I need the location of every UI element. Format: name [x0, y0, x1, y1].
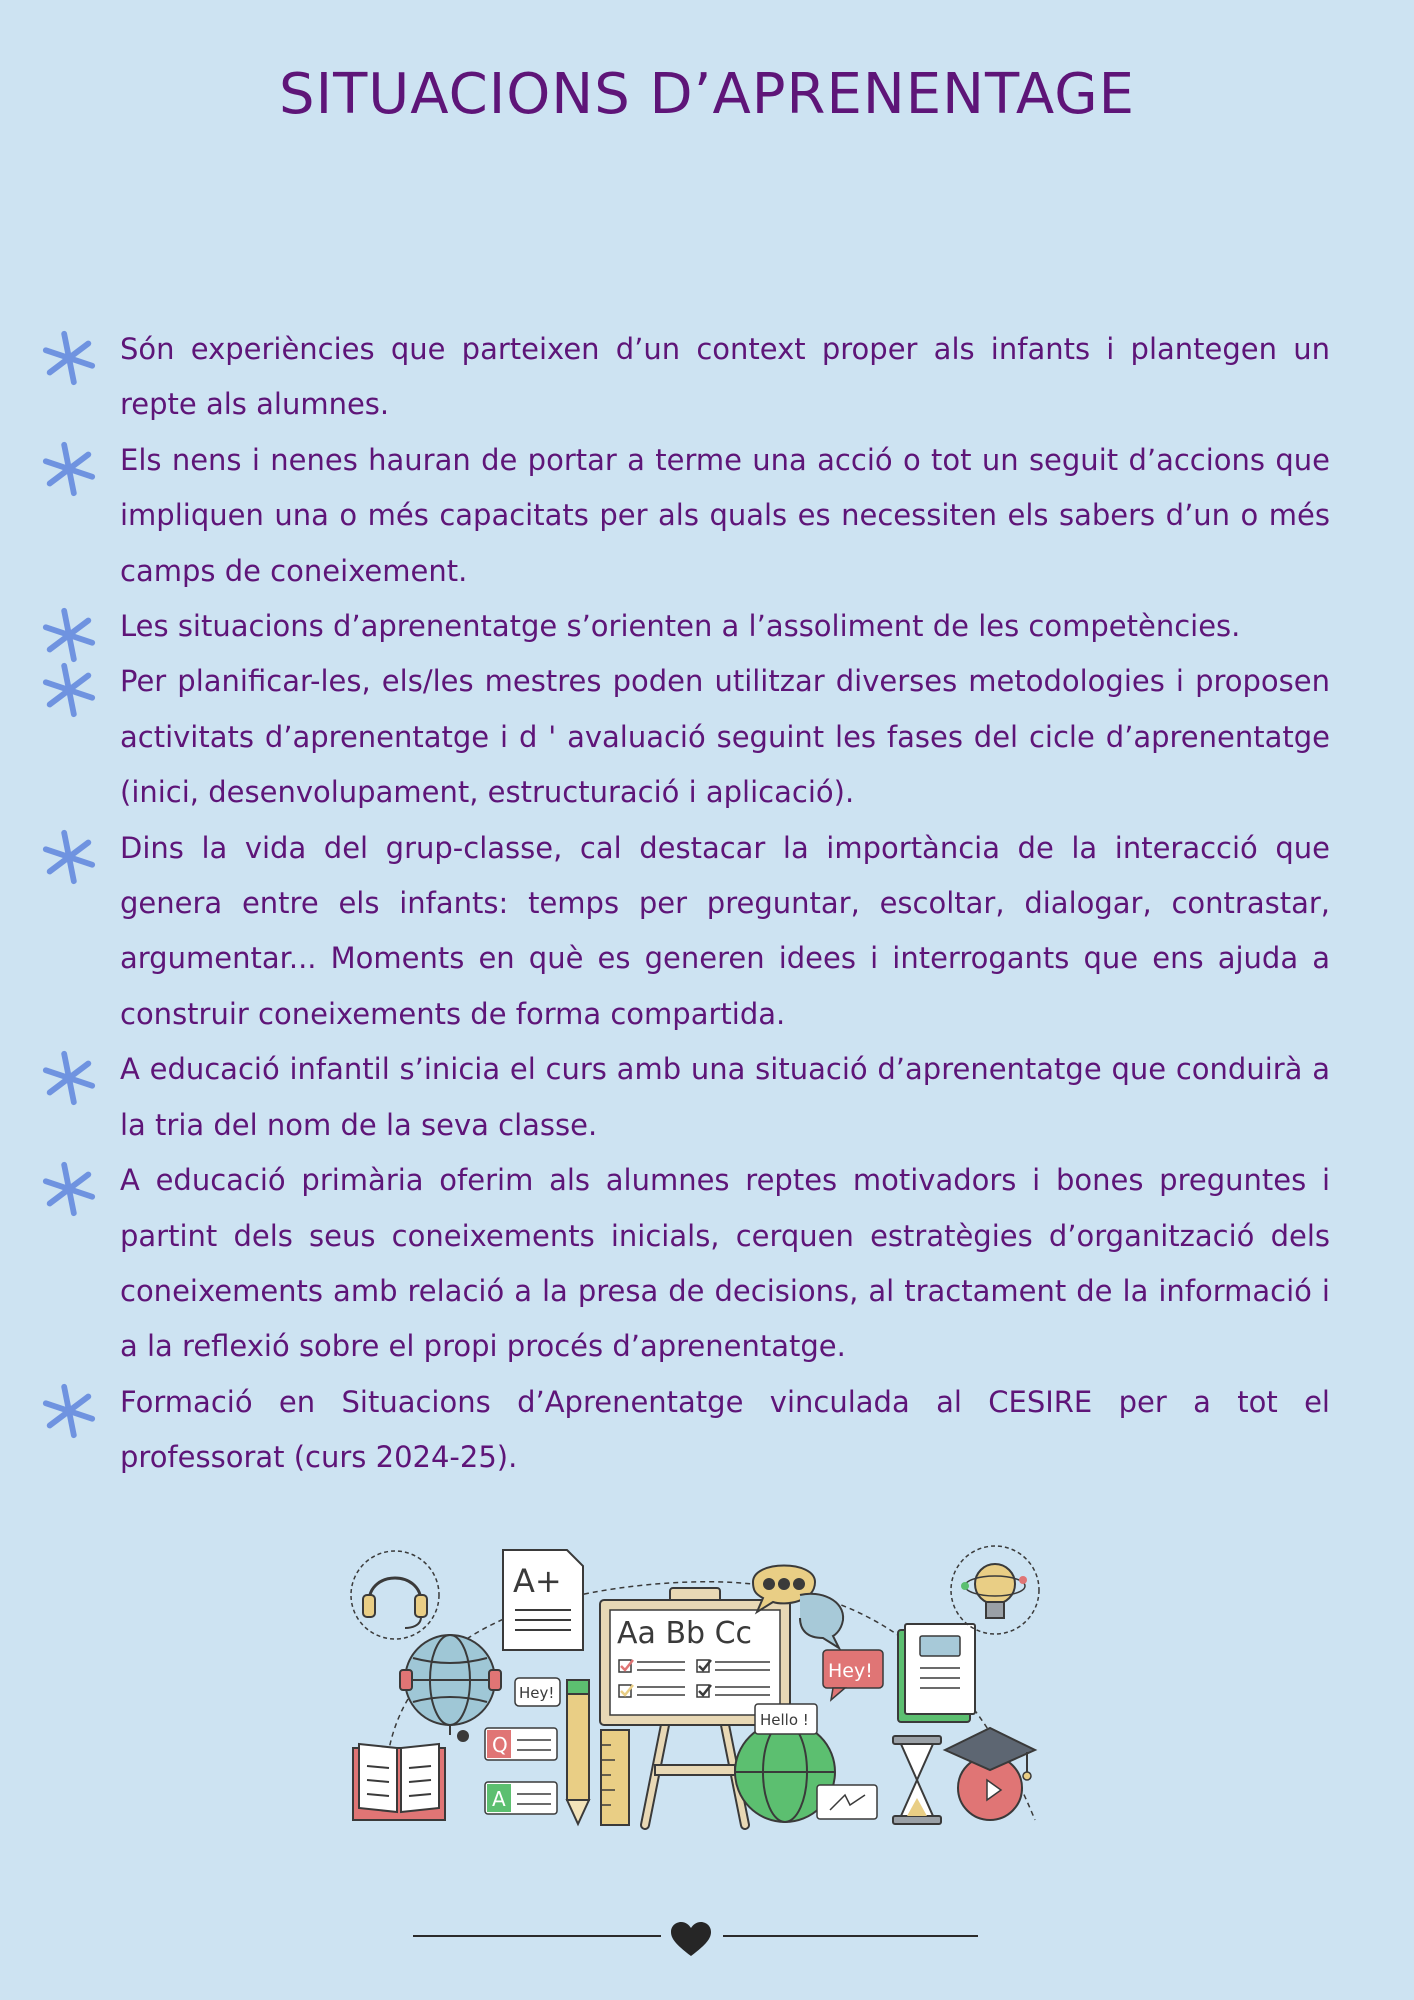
quiz-cards-icon [485, 1728, 557, 1814]
pencil-icon [567, 1680, 589, 1824]
hello-bubble-icon [755, 1704, 817, 1734]
grade-text: A+ [513, 1562, 562, 1600]
list-item [40, 1042, 1330, 1153]
list-item [40, 599, 1330, 654]
hello-text: Hello ! [760, 1711, 809, 1729]
star-bullet-icon [40, 1160, 98, 1218]
heart-icon [671, 1922, 711, 1956]
heart-divider [413, 1920, 978, 1960]
green-globe-icon [735, 1722, 877, 1822]
open-book-icon [353, 1744, 445, 1820]
bullet-text: A educació primària oferim als alumnes reptes motivadors i bones preguntes i partint dels seus coneixements inicials, cerquen estratègies d’organització dels coneixements amb relació a la presa de decisions, al tractament de la informació i a la reflexió sobre el propi procés d’aprenentatge. [120, 1163, 1330, 1364]
bullet-text: Per planificar-les, els/les mestres poden utilitzar diverses metodologies i proposen activitats d’aprenentatge i d ' avaluació seguint les fases del cicle d’aprenentatge (inici, desenvolupament, estructuració i aplicació). [120, 664, 1330, 810]
board-text: Aa Bb Cc [617, 1616, 753, 1651]
hourglass-icon [893, 1736, 941, 1824]
bullet-text: Els nens i nenes hauran de portar a terme una acció o tot un seguit d’accions que impliquen una o més capacitats per als quals es necessiten els sabers d’un o més camps de coneixement. [120, 442, 1330, 588]
hey-bubble-icon [823, 1650, 883, 1700]
star-bullet-icon [40, 329, 98, 387]
graduation-cap-icon [945, 1728, 1035, 1820]
list-item [40, 821, 1330, 1043]
a-card-text: A [492, 1787, 506, 1811]
graded-paper-icon [503, 1550, 583, 1650]
lightbulb-icon [951, 1546, 1039, 1634]
speech-bubble-icon [515, 1678, 560, 1706]
q-card-text: Q [492, 1733, 508, 1757]
list-item [40, 433, 1330, 599]
list-item [40, 1375, 1330, 1486]
bullet-text: Són experiències que parteixen d’un context proper als infants i plantegen un repte als alumnes. [120, 332, 1330, 422]
list-item [40, 654, 1330, 820]
star-bullet-icon [40, 1382, 98, 1440]
list-item [40, 1153, 1330, 1375]
bullet-text: Dins la vida del grup-classe, cal destacar la importància de la interacció que genera entre els infants: temps per preguntar, escoltar, dialogar, contrastar, argumentar... Moments en què es generen idees i interrogants que ens ajuda a construir coneixements de forma compartida. [120, 830, 1330, 1031]
list-item [40, 322, 1330, 433]
star-bullet-icon [40, 828, 98, 886]
star-bullet-icon [40, 1049, 98, 1107]
headset-icon [351, 1551, 439, 1639]
education-illustration [345, 1540, 1045, 1830]
bullet-list [40, 322, 1330, 1486]
hey-small-text: Hey! [519, 1684, 555, 1702]
bullet-text: Formació en Situacions d’Aprenentatge vinculada al CESIRE per a tot el professorat (curs 2024-25). [120, 1384, 1330, 1475]
bullet-text: Les situacions d’aprenentatge s’orienten a l’assoliment de les competències. [120, 609, 1241, 644]
globe-icon [400, 1635, 501, 1742]
bullet-text: A educació infantil s’inicia el curs amb una situació d’aprenentatge que conduirà a la tria del nom de la seva classe. [120, 1052, 1330, 1142]
ruler-icon [601, 1730, 629, 1825]
page-title: SITUACIONS D’APRENENTAGE [279, 62, 1135, 127]
star-bullet-icon [40, 440, 98, 498]
hey-text: Hey! [828, 1660, 873, 1682]
textbook-icon [898, 1624, 975, 1722]
star-bullet-icon [40, 661, 98, 719]
